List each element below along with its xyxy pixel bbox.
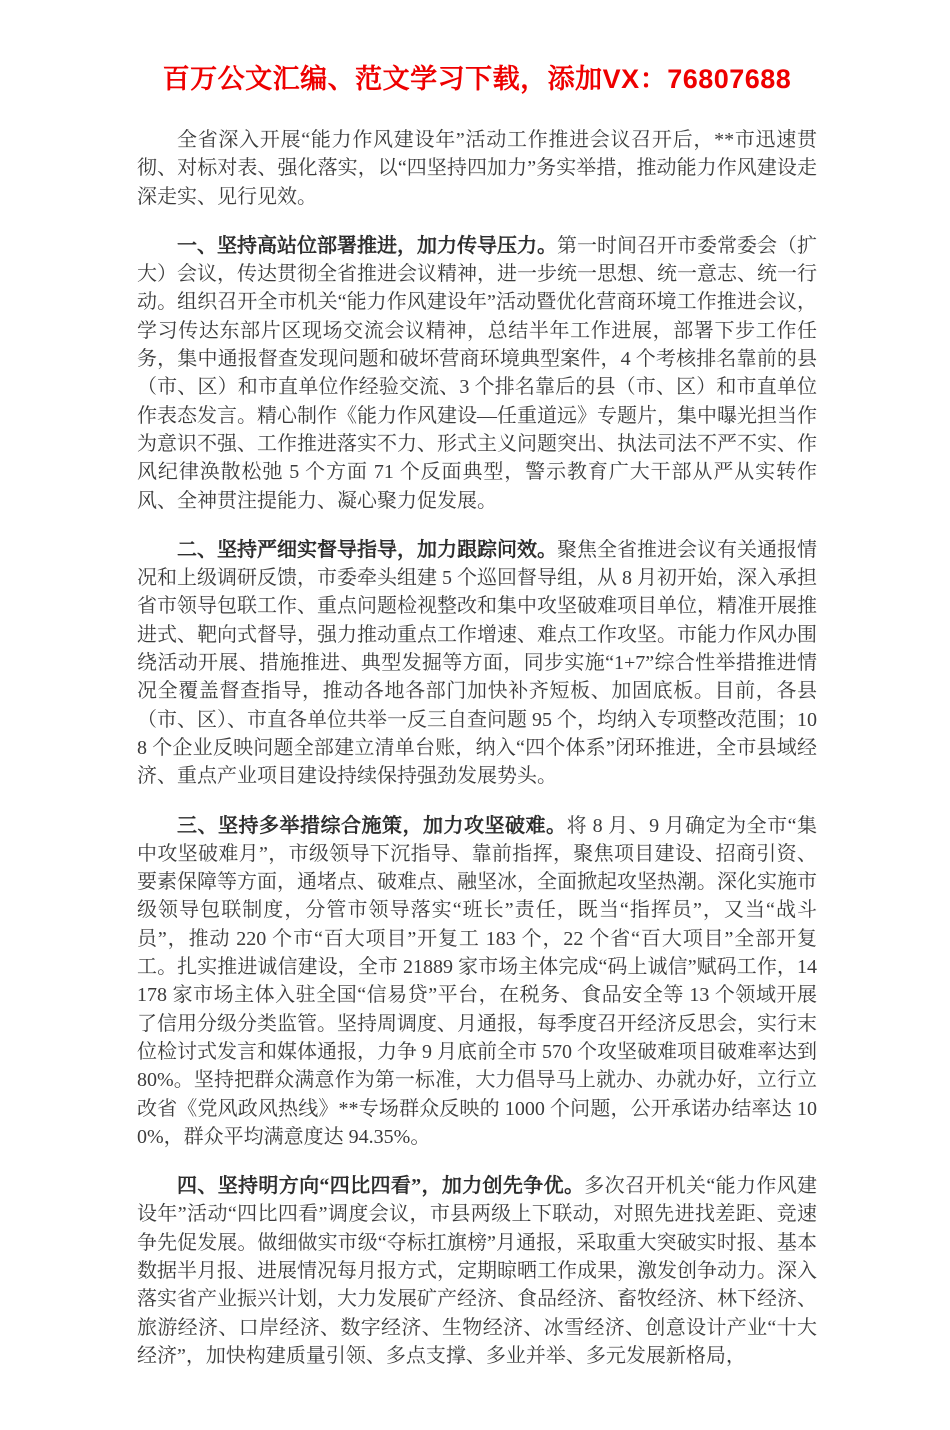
- paragraph-text: 全省深入开展“能力作风建设年”活动工作推进会议召开后，**市迅速贯彻、对标对表、强化落实，以“四坚持四加力”务实举措，推动能力作风建设走深走实、见行见效。: [137, 129, 817, 208]
- paragraph-text: 将 8 月、9 月确定为全市“集中攻坚破难月”，市级领导下沉指导、靠前指挥，聚焦项目建设、招商引资、要素保障等方面，通堵点、破难点、融坚冰，全面掀起攻坚热潮。深化实施市级领导包联制度，分管市领导落实“班长”责任，既当“指挥员”，又当“战斗员”，推动 220 个市“百大项目”开复工 183 个，22 个省“百大项目”全部开复工。扎实推进诚信建设，全市 21889 家市场主体完成“码上诚信”赋码工作，14178 家市场主体入驻全国“信易贷”平台，在税务、食品安全等 13 个领域开展了信用分级分类监管。坚持周调度、月通报，每季度召开经济反思会，实行末位检讨式发言和媒体通报，力争 9 月底前全市 570 个攻坚破难项目破难率达到 80%。坚持把群众满意作为第一标准，大力倡导马上就办、办就办好，立行立改省《党风政风热线》**专场群众反映的 1000 个问题，公开承诺办结率达 100%，群众平均满意度达 94.35%。: [137, 814, 817, 1148]
- paragraph-heading: 四、坚持明方向“四比四看”，加力创先争优。: [177, 1175, 585, 1198]
- paragraph-text: 多次召开机关“能力作风建设年”活动“四比四看”调度会议，市县两级上下联动，对照先进找差距、竞速争先促发展。做细做实市级“夺标扛旗榜”月通报，采取重大突破实时报、基本数据半月报、进展情况每月报方式，定期晾晒工作成果，激发创争动力。深入落实省产业振兴计划，大力发展矿产经济、食品经济、畜牧经济、林下经济、旅游经济、口岸经济、数字经济、生物经济、冰雪经济、创意设计产业“十大经济”，加快构建质量引领、多点支撑、多业并举、多元发展新格局，: [137, 1175, 817, 1367]
- paragraph: [137, 126, 817, 211]
- paragraph-text: 聚焦全省推进会议有关通报情况和上级调研反馈，市委牵头组建 5 个巡回督导组，从 8 月初开始，深入承担省市领导包联工作、重点问题检视整改和集中攻坚破难项目单位，精准开展推进式、靶向式督导，强力推动重点工作增速、难点工作攻坚。市能力作风办围绕活动开展、措施推进、典型发掘等方面，同步实施“1+7”综合性举措推进情况全覆盖督查指导，推动各地各部门加快补齐短板、加固底板。目前，各县（市、区）、市直各单位共举一反三自查问题 95 个，均纳入专项整改范围；108 个企业反映问题全部建立清单台账，纳入“四个体系”闭环推进，全市县域经济、重点产业项目建设持续保持强劲发展势头。: [137, 538, 817, 788]
- ad-banner-text: 百万公文汇编、范文学习下载，添加VX：76807688: [162, 64, 792, 94]
- paragraph: [137, 232, 817, 515]
- paragraph: [137, 1172, 817, 1370]
- paragraph: [137, 536, 817, 791]
- paragraph-text: 第一时间召开市委常委会（扩大）会议，传达贯彻全省推进会议精神，进一步统一思想、统一意志、统一行动。组织召开全市机关“能力作风建设年”活动暨优化营商环境工作推进会议，学习传达东部片区现场交流会议精神，总结半年工作进展，部署下步工作任务，集中通报督查发现问题和破坏营商环境典型案件，4 个考核排名靠前的县（市、区）和市直单位作经验交流、3 个排名靠后的县（市、区）和市直单位作表态发言。精心制作《能力作风建设—任重道远》专题片，集中曝光担当作为意识不强、工作推进落实不力、形式主义问题突出、执法司法不严不实、作风纪律涣散松弛 5 个方面 71 个反面典型，警示教育广大干部从严从实转作风、全神贯注提能力、凝心聚力促发展。: [137, 234, 817, 512]
- document-body: [137, 126, 817, 1370]
- paragraph-heading: 一、坚持高站位部署推进，加力传导压力。: [177, 234, 557, 257]
- paragraph-heading: 二、坚持严细实督导指导，加力跟踪问效。: [177, 538, 557, 561]
- paragraph: [137, 812, 817, 1152]
- paragraph-heading: 三、坚持多举措综合施策，加力攻坚破难。: [177, 814, 567, 837]
